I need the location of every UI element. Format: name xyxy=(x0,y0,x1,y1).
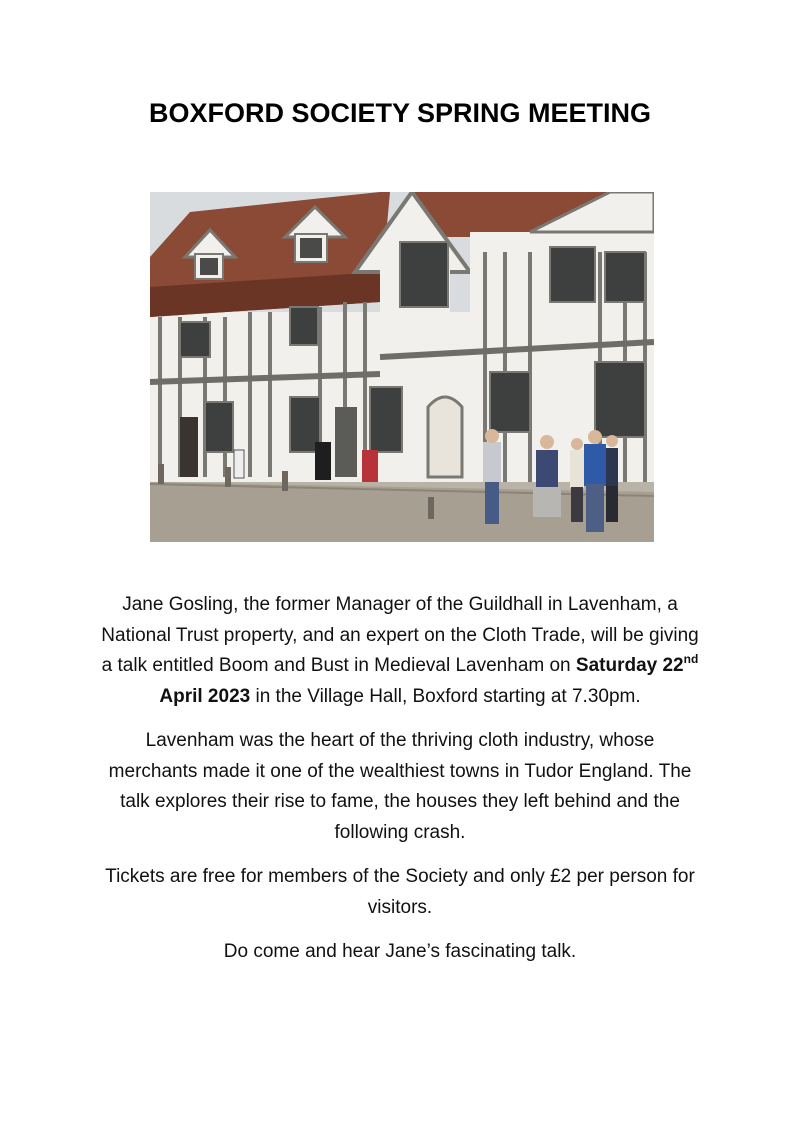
guildhall-photo xyxy=(150,192,654,542)
tickets-paragraph: Tickets are free for members of the Society and only £2 per person for visitors. xyxy=(105,866,695,918)
talk-date-day: Saturday 22 xyxy=(575,655,684,676)
talk-venue-text: in the Village Hall, Boxford starting at 7.30pm. xyxy=(250,685,641,707)
guildhall-illustration xyxy=(150,192,654,542)
poster-body xyxy=(100,590,700,982)
talk-details-paragraph xyxy=(100,590,700,712)
closing-paragraph: Do come and hear Jane’s fascinating talk. xyxy=(223,941,577,962)
talk-date-rest: April 2023 xyxy=(159,685,251,707)
page-title: BOXFORD SOCIETY SPRING MEETING xyxy=(148,98,652,128)
lavenham-history-paragraph: Lavenham was the heart of the thriving cloth industry, whose merchants made it one of the wealthiest towns in Tudor England. The talk explores their rise to fame, the houses they left behind and the following crash. xyxy=(108,730,692,843)
talk-date-suffix: nd xyxy=(683,652,699,666)
talk-intro-text: Jane Gosling, the former Manager of the Guildhall in Lavenham, a National Trust property, and an expert on the Cloth Trade, will be giving a talk entitled Boom and Bust in Medieval Lavenham on xyxy=(101,594,699,676)
